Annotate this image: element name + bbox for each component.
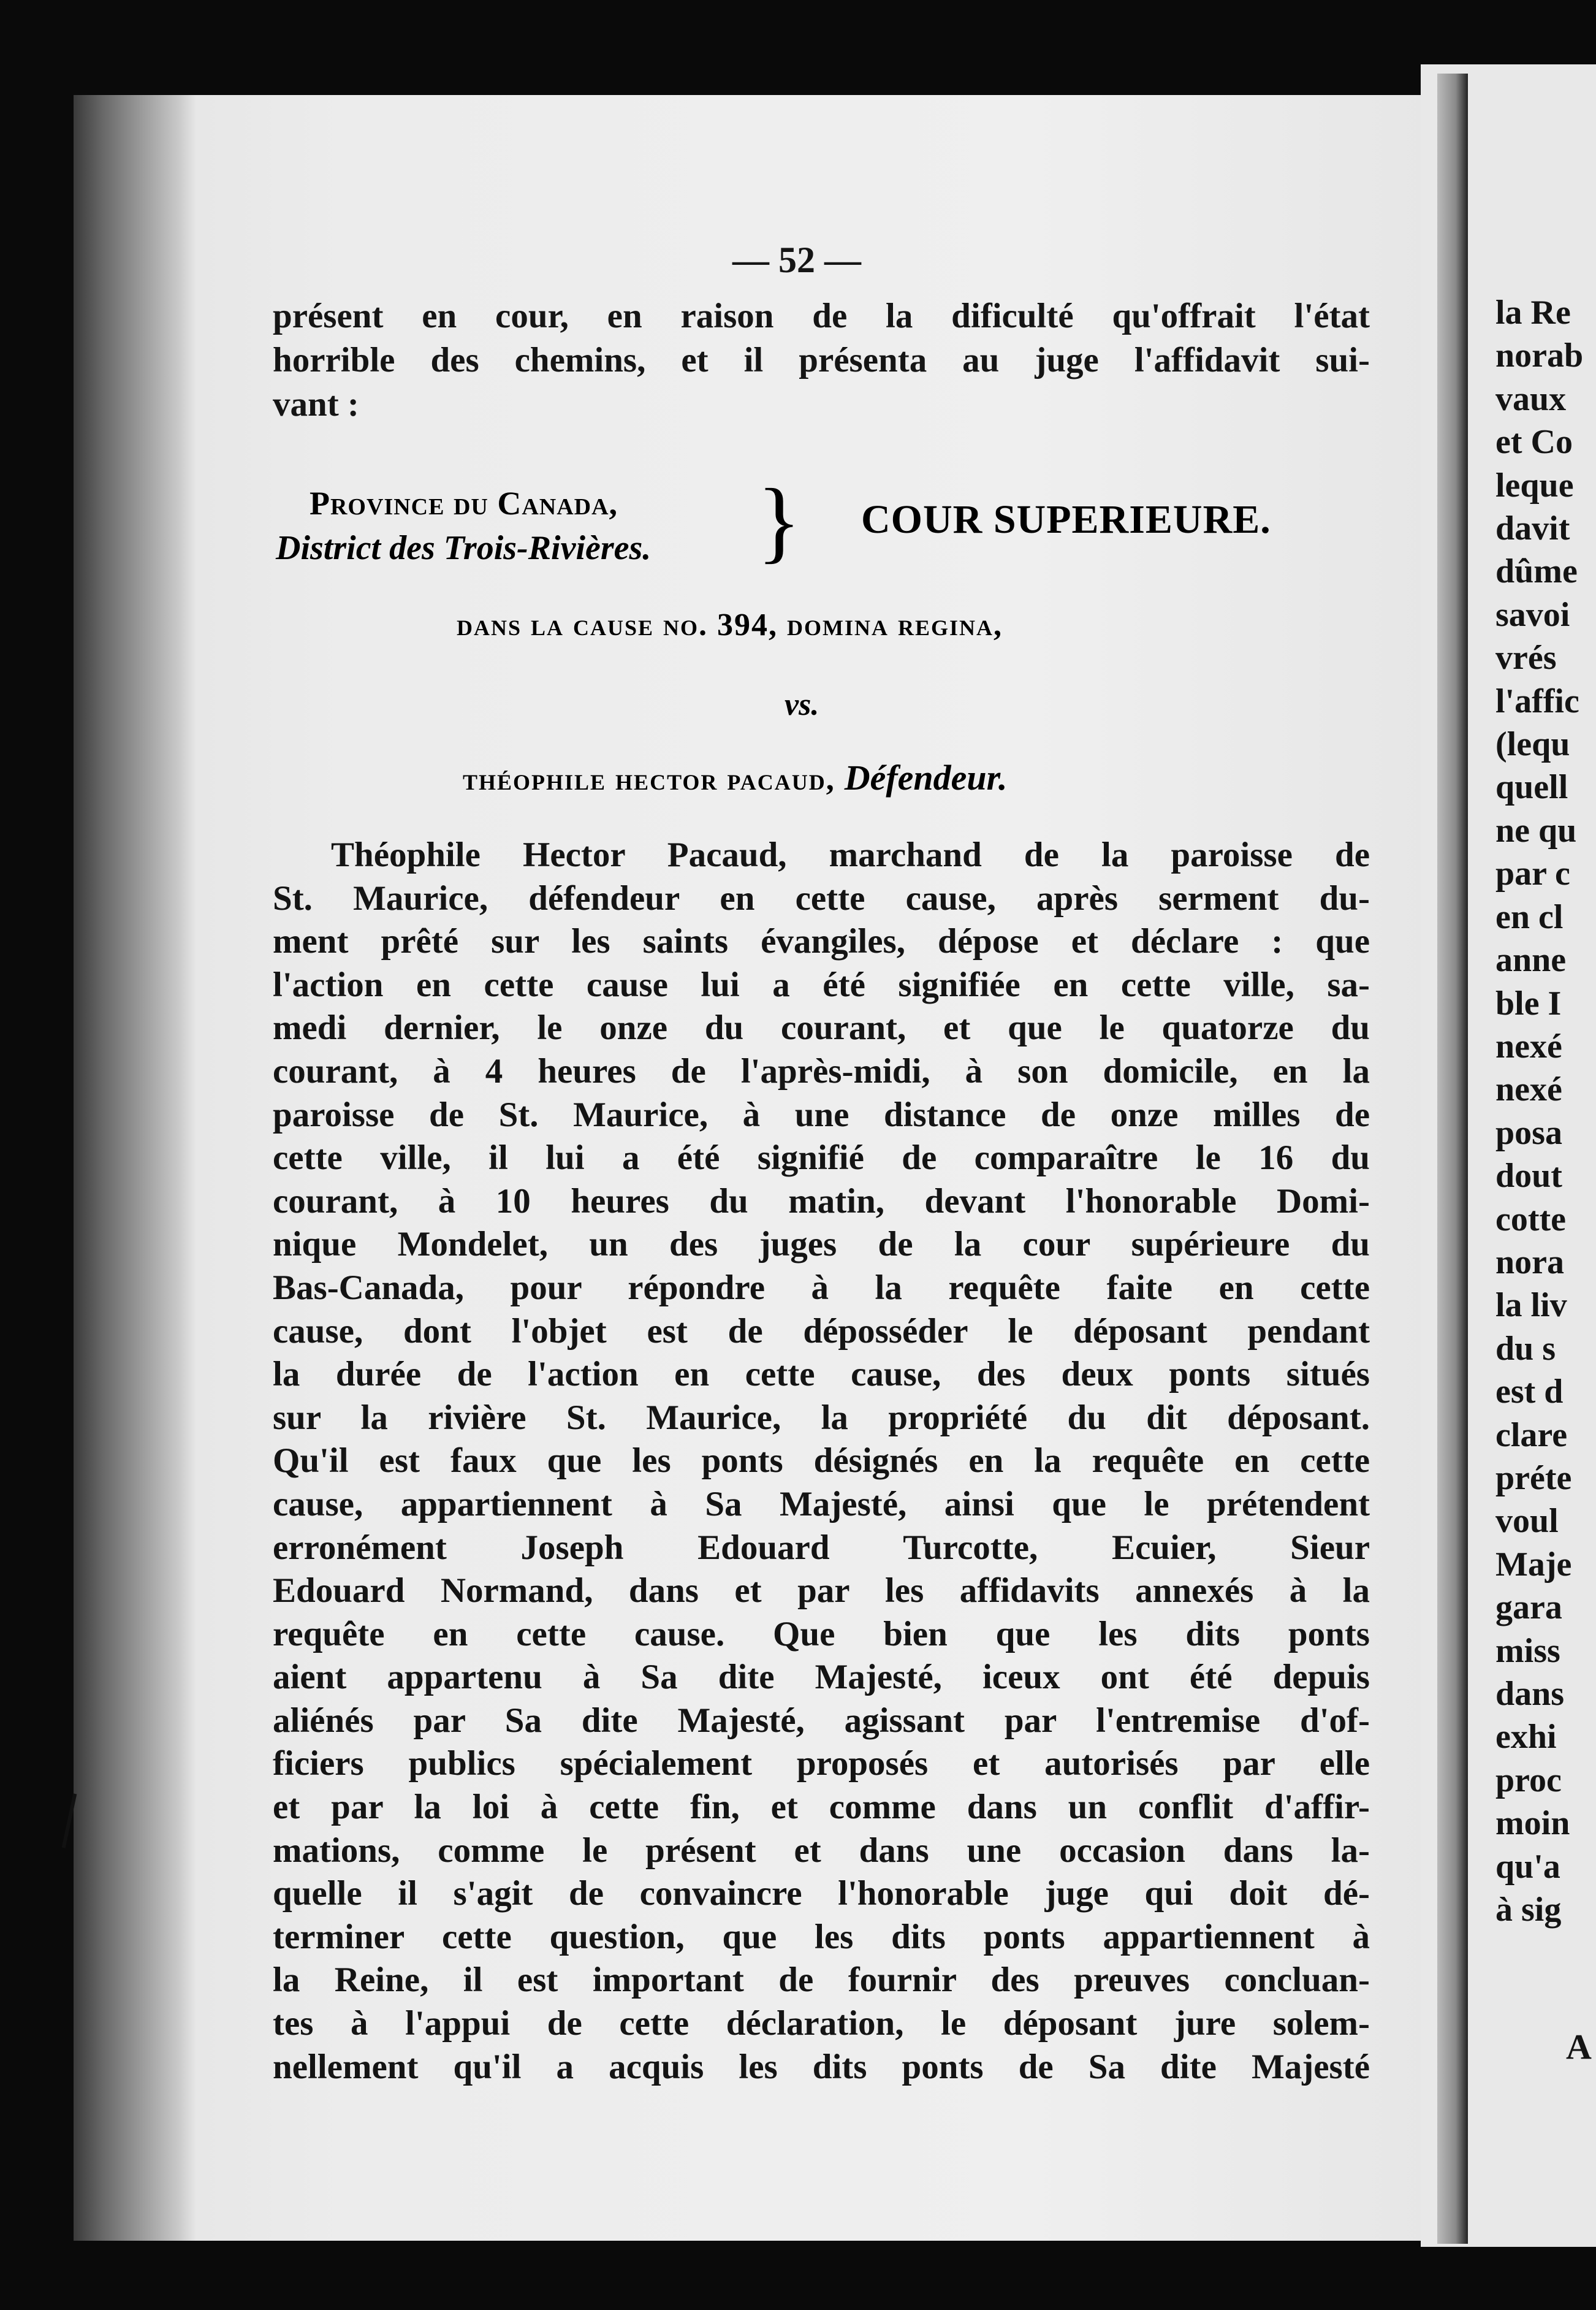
right-page-line: davit xyxy=(1495,509,1570,548)
defendant-line xyxy=(463,757,1008,798)
body-line: ficiers publics spécialement proposés et autorisés par elle xyxy=(273,1744,1370,1783)
right-page-line: anne xyxy=(1495,941,1567,980)
right-page-line: quell xyxy=(1495,768,1568,807)
body-line: aient appartenu à Sa dite Majesté, iceux ont été depuis xyxy=(273,1658,1370,1697)
right-page-line: nexé xyxy=(1495,1027,1562,1065)
right-page-line: la liv xyxy=(1495,1286,1567,1325)
body-line: la Reine, il est important de fournir des preuves concluan- xyxy=(273,1961,1370,2000)
versus-label: vs. xyxy=(785,687,819,722)
body-line: paroisse de St. Maurice, à une distance de onze milles de xyxy=(273,1095,1370,1134)
right-page-line: par c xyxy=(1495,855,1570,893)
body-line: requête en cette cause. Que bien que les dits ponts xyxy=(273,1614,1370,1653)
defendant-label: Défendeur. xyxy=(844,758,1008,798)
cause-line: dans la cause no. 394, domina regina, xyxy=(457,608,1003,642)
right-page-line: savoi xyxy=(1495,595,1570,634)
body-line: Bas-Canada, pour répondre à la requête faite en cette xyxy=(273,1268,1370,1307)
body-line: l'action en cette cause lui a été signifiée en cette ville, sa- xyxy=(273,965,1370,1004)
body-line: cause, dont l'objet est de déposséder le déposant pendant xyxy=(273,1311,1370,1351)
right-page-line: Maje xyxy=(1495,1545,1572,1584)
right-page-line: en cl xyxy=(1495,898,1564,936)
body-line: la durée de l'action en cette cause, des deux ponts situés xyxy=(273,1355,1370,1394)
right-page-line: la Re xyxy=(1495,294,1571,332)
intro-line: horrible des chemins, et il présenta au juge l'affidavit sui- xyxy=(273,341,1370,379)
right-page-line: est d xyxy=(1495,1373,1564,1411)
body-line: erronément Joseph Edouard Turcotte, Ecuier, Sieur xyxy=(273,1528,1370,1567)
intro-line: vant : xyxy=(273,385,359,424)
body-line: cause, appartiennent à Sa Majesté, ainsi que le prétendent xyxy=(273,1484,1370,1523)
affidavit-body xyxy=(273,834,1370,2089)
right-page-line: miss xyxy=(1495,1631,1560,1670)
district-label: District des Trois-Rivières. xyxy=(276,529,652,567)
body-line: cette ville, il lui a été signifié de comparaître le 16 du xyxy=(273,1138,1370,1178)
book-spine-shadow xyxy=(74,95,196,2241)
intro-line: présent en cour, en raison de la dificulté qu'offrait l'état xyxy=(273,297,1370,335)
right-page-line: dûme xyxy=(1495,552,1578,591)
right-page-line: à sig xyxy=(1495,1891,1562,1929)
right-page-bottom-letter: A xyxy=(1566,2027,1592,2067)
body-line: medi dernier, le onze du courant, et que le quatorze du xyxy=(273,1008,1370,1048)
body-line: nellement qu'il a acquis les dits ponts de Sa dite Majesté xyxy=(273,2047,1370,2086)
province-label: Province du Canada, xyxy=(310,485,618,522)
body-line: courant, à 10 heures du matin, devant l'honorable Domi- xyxy=(273,1181,1370,1221)
right-page-line: vaux xyxy=(1495,379,1567,418)
body-line: sur la rivière St. Maurice, la propriété du dit déposant. xyxy=(273,1398,1370,1437)
body-line: tes à l'appui de cette déclaration, le déposant jure solem- xyxy=(273,2004,1370,2043)
page-number: — 52 — xyxy=(732,240,861,280)
body-line: mations, comme le présent et dans une occasion dans la- xyxy=(273,1831,1370,1870)
body-line: courant, à 4 heures de l'après-midi, à son domicile, en la xyxy=(273,1051,1370,1091)
right-page-line: moin xyxy=(1495,1804,1570,1843)
right-page-line: nexé xyxy=(1495,1070,1562,1109)
intro-paragraph xyxy=(273,294,1370,427)
body-line: ment prêté sur les saints évangiles, dépose et déclare : que xyxy=(273,922,1370,961)
body-line: St. Maurice, défendeur en cette cause, après serment du- xyxy=(273,879,1370,918)
right-page-line: nora xyxy=(1495,1243,1564,1281)
right-page-text xyxy=(1495,291,1596,1931)
body-line: aliénés par Sa dite Majesté, agissant par l'entremise d'of- xyxy=(273,1701,1370,1740)
right-page-line: proc xyxy=(1495,1761,1562,1799)
right-page-line: (lequ xyxy=(1495,725,1570,764)
right-page-line: l'affic xyxy=(1495,682,1579,720)
right-page-line: leque xyxy=(1495,466,1574,505)
right-page-line: cotte xyxy=(1495,1200,1567,1238)
court-title: COUR SUPERIEURE. xyxy=(861,497,1271,542)
body-line: nique Mondelet, un des juges de la cour supérieure du xyxy=(273,1225,1370,1264)
right-page-line: dout xyxy=(1495,1157,1562,1195)
right-page-line: clare xyxy=(1495,1416,1568,1454)
defendant-name: théophile hector pacaud, xyxy=(463,762,835,797)
right-page-line: préte xyxy=(1495,1458,1572,1497)
body-line: Edouard Normand, dans et par les affidavits annexés à la xyxy=(273,1571,1370,1611)
right-page-line: du s xyxy=(1495,1329,1556,1368)
page-gutter xyxy=(1437,74,1468,2244)
right-page-line: ble I xyxy=(1495,984,1562,1023)
body-line: et par la loi à cette fin, et comme dans un conflit d'affir- xyxy=(273,1788,1370,1827)
right-page-line: et Co xyxy=(1495,423,1573,462)
right-page-line: gara xyxy=(1495,1588,1562,1627)
right-page-line: ne qu xyxy=(1495,811,1577,850)
right-page-line: voul xyxy=(1495,1502,1559,1541)
right-page-line: vrés xyxy=(1495,639,1557,677)
body-line: Théophile Hector Pacaud, marchand de la paroisse de xyxy=(331,836,1370,874)
right-page-line: exhi xyxy=(1495,1718,1557,1756)
right-page-line: qu'a xyxy=(1495,1847,1560,1886)
right-page-line: dans xyxy=(1495,1675,1565,1713)
right-page-line: norab xyxy=(1495,337,1584,375)
right-page-line: posa xyxy=(1495,1113,1562,1152)
body-line: terminer cette question, que les dits ponts appartiennent à xyxy=(273,1917,1370,1956)
brace-glyph: } xyxy=(757,470,801,572)
body-line: quelle il s'agit de convaincre l'honorable juge qui doit dé- xyxy=(273,1874,1370,1913)
body-line: Qu'il est faux que les ponts désignés en la requête en cette xyxy=(273,1441,1370,1481)
case-heading xyxy=(273,470,1370,582)
